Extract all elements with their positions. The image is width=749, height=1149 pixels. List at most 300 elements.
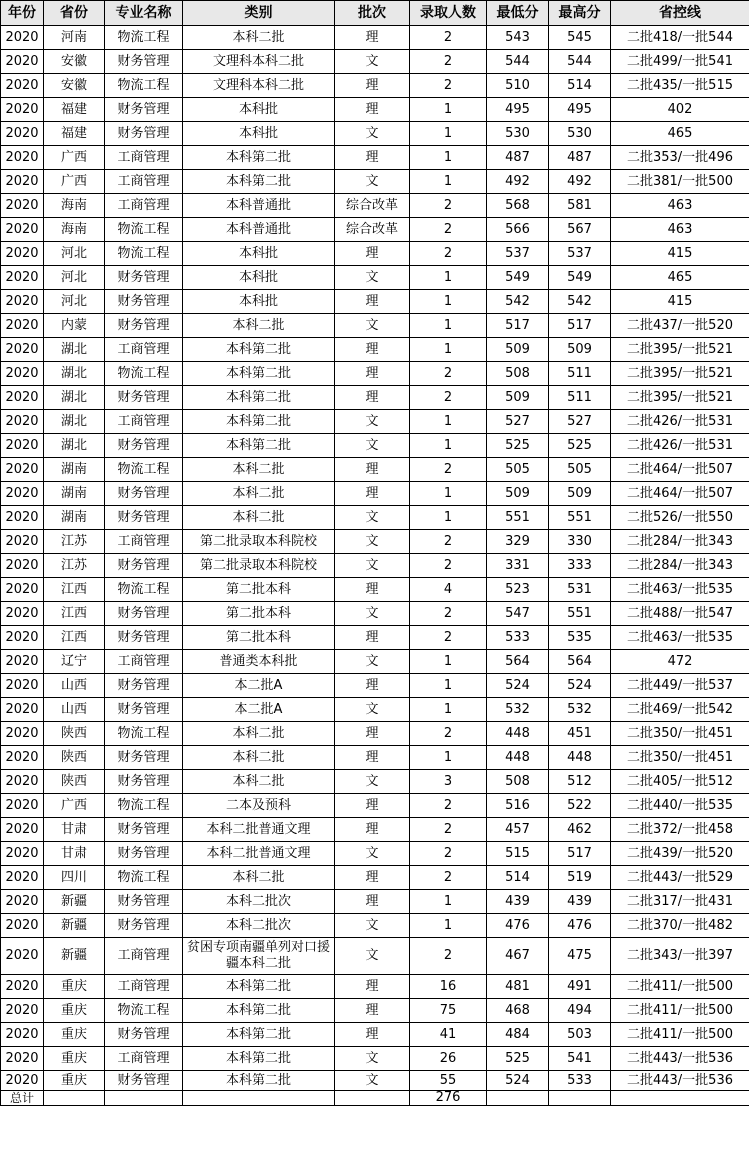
cell-min-score: 495 <box>487 98 549 122</box>
cell-admitted-count: 2 <box>410 842 487 866</box>
table-row <box>1 818 749 842</box>
cell-category: 本科批 <box>183 242 335 266</box>
table-row <box>1 410 749 434</box>
cell-admitted-count: 2 <box>410 74 487 98</box>
cell-admitted-count: 2 <box>410 938 487 975</box>
cell-min-score: 549 <box>487 266 549 290</box>
cell-major: 财务管理 <box>105 602 183 626</box>
total-cell-empty <box>549 1091 611 1106</box>
cell-batch: 理 <box>335 746 410 770</box>
cell-year: 2020 <box>1 890 44 914</box>
cell-batch: 理 <box>335 975 410 999</box>
cell-major: 工商管理 <box>105 194 183 218</box>
header-province: 省份 <box>44 1 105 26</box>
table-row <box>1 999 749 1023</box>
cell-control-line: 二批469/一批542 <box>611 698 749 722</box>
cell-min-score: 523 <box>487 578 549 602</box>
cell-category: 本科二批 <box>183 746 335 770</box>
cell-max-score: 476 <box>549 914 611 938</box>
cell-control-line: 二批395/一批521 <box>611 338 749 362</box>
cell-year: 2020 <box>1 386 44 410</box>
cell-province: 江苏 <box>44 530 105 554</box>
cell-min-score: 508 <box>487 770 549 794</box>
cell-major: 财务管理 <box>105 626 183 650</box>
cell-category: 本科二批 <box>183 722 335 746</box>
cell-province: 江西 <box>44 602 105 626</box>
cell-year: 2020 <box>1 290 44 314</box>
cell-max-score: 495 <box>549 98 611 122</box>
cell-control-line: 二批437/一批520 <box>611 314 749 338</box>
cell-min-score: 516 <box>487 794 549 818</box>
cell-admitted-count: 2 <box>410 218 487 242</box>
cell-major: 工商管理 <box>105 530 183 554</box>
cell-major: 财务管理 <box>105 98 183 122</box>
cell-category: 本科第二批 <box>183 1023 335 1047</box>
cell-min-score: 524 <box>487 674 549 698</box>
cell-year: 2020 <box>1 242 44 266</box>
cell-admitted-count: 1 <box>410 410 487 434</box>
cell-year: 2020 <box>1 50 44 74</box>
cell-min-score: 527 <box>487 410 549 434</box>
total-count: 276 <box>410 1091 487 1106</box>
cell-category: 第二批本科 <box>183 626 335 650</box>
cell-category: 本科第二批 <box>183 1047 335 1071</box>
cell-province: 重庆 <box>44 1023 105 1047</box>
cell-major: 工商管理 <box>105 1047 183 1071</box>
cell-max-score: 564 <box>549 650 611 674</box>
cell-province: 内蒙 <box>44 314 105 338</box>
cell-batch: 理 <box>335 626 410 650</box>
cell-category: 文理科本科二批 <box>183 50 335 74</box>
cell-min-score: 533 <box>487 626 549 650</box>
cell-province: 广西 <box>44 794 105 818</box>
cell-control-line: 二批439/一批520 <box>611 842 749 866</box>
cell-major: 工商管理 <box>105 146 183 170</box>
cell-max-score: 475 <box>549 938 611 975</box>
cell-control-line: 二批463/一批535 <box>611 626 749 650</box>
cell-major: 物流工程 <box>105 218 183 242</box>
cell-batch: 文 <box>335 266 410 290</box>
table-row <box>1 770 749 794</box>
total-cell-empty <box>611 1091 749 1106</box>
cell-major: 物流工程 <box>105 866 183 890</box>
cell-max-score: 509 <box>549 338 611 362</box>
cell-category: 本科批 <box>183 98 335 122</box>
cell-max-score: 544 <box>549 50 611 74</box>
cell-batch: 理 <box>335 722 410 746</box>
cell-batch: 文 <box>335 50 410 74</box>
table-row <box>1 458 749 482</box>
cell-province: 湖北 <box>44 410 105 434</box>
cell-admitted-count: 75 <box>410 999 487 1023</box>
cell-major: 财务管理 <box>105 770 183 794</box>
cell-year: 2020 <box>1 818 44 842</box>
cell-batch: 文 <box>335 1047 410 1071</box>
cell-admitted-count: 1 <box>410 746 487 770</box>
table-row <box>1 842 749 866</box>
table-row <box>1 482 749 506</box>
cell-max-score: 545 <box>549 26 611 50</box>
cell-min-score: 544 <box>487 50 549 74</box>
cell-category: 本科二批普通文理 <box>183 818 335 842</box>
cell-control-line: 二批435/一批515 <box>611 74 749 98</box>
cell-year: 2020 <box>1 999 44 1023</box>
cell-province: 江西 <box>44 578 105 602</box>
cell-batch: 理 <box>335 578 410 602</box>
table-row <box>1 975 749 999</box>
cell-year: 2020 <box>1 1071 44 1091</box>
total-cell-empty <box>44 1091 105 1106</box>
cell-major: 财务管理 <box>105 914 183 938</box>
cell-province: 甘肃 <box>44 818 105 842</box>
cell-min-score: 514 <box>487 866 549 890</box>
cell-control-line: 二批488/一批547 <box>611 602 749 626</box>
cell-province: 河南 <box>44 26 105 50</box>
cell-control-line: 402 <box>611 98 749 122</box>
cell-category: 本科二批 <box>183 26 335 50</box>
header-row <box>1 1 749 26</box>
cell-major: 财务管理 <box>105 314 183 338</box>
cell-min-score: 509 <box>487 338 549 362</box>
cell-category: 普通类本科批 <box>183 650 335 674</box>
cell-control-line: 二批343/一批397 <box>611 938 749 975</box>
cell-admitted-count: 2 <box>410 722 487 746</box>
cell-year: 2020 <box>1 362 44 386</box>
cell-control-line: 二批526/一批550 <box>611 506 749 530</box>
cell-year: 2020 <box>1 218 44 242</box>
cell-max-score: 581 <box>549 194 611 218</box>
cell-min-score: 509 <box>487 386 549 410</box>
cell-min-score: 509 <box>487 482 549 506</box>
cell-control-line: 二批395/一批521 <box>611 386 749 410</box>
table-row <box>1 290 749 314</box>
cell-control-line: 二批381/一批500 <box>611 170 749 194</box>
cell-major: 物流工程 <box>105 999 183 1023</box>
cell-admitted-count: 1 <box>410 914 487 938</box>
cell-max-score: 535 <box>549 626 611 650</box>
table-row <box>1 866 749 890</box>
cell-max-score: 542 <box>549 290 611 314</box>
cell-min-score: 532 <box>487 698 549 722</box>
cell-min-score: 542 <box>487 290 549 314</box>
cell-min-score: 448 <box>487 722 549 746</box>
table-body <box>1 26 749 1091</box>
cell-year: 2020 <box>1 866 44 890</box>
cell-batch: 理 <box>335 26 410 50</box>
cell-province: 安徽 <box>44 50 105 74</box>
cell-control-line: 二批464/一批507 <box>611 458 749 482</box>
cell-max-score: 451 <box>549 722 611 746</box>
cell-max-score: 527 <box>549 410 611 434</box>
cell-year: 2020 <box>1 1047 44 1071</box>
table-row <box>1 386 749 410</box>
cell-control-line: 二批426/一批531 <box>611 434 749 458</box>
cell-category: 本科二批 <box>183 314 335 338</box>
cell-major: 工商管理 <box>105 650 183 674</box>
cell-control-line: 472 <box>611 650 749 674</box>
cell-batch: 文 <box>335 842 410 866</box>
header-category: 类别 <box>183 1 335 26</box>
cell-province: 河北 <box>44 290 105 314</box>
cell-control-line: 二批372/一批458 <box>611 818 749 842</box>
cell-province: 山西 <box>44 674 105 698</box>
cell-category: 本科二批普通文理 <box>183 842 335 866</box>
cell-max-score: 448 <box>549 746 611 770</box>
cell-max-score: 530 <box>549 122 611 146</box>
cell-max-score: 503 <box>549 1023 611 1047</box>
table-row <box>1 1071 749 1091</box>
table-row <box>1 578 749 602</box>
cell-province: 陕西 <box>44 746 105 770</box>
cell-major: 财务管理 <box>105 506 183 530</box>
cell-category: 本科二批 <box>183 866 335 890</box>
cell-major: 物流工程 <box>105 458 183 482</box>
cell-admitted-count: 1 <box>410 146 487 170</box>
cell-max-score: 330 <box>549 530 611 554</box>
cell-admitted-count: 1 <box>410 314 487 338</box>
cell-admitted-count: 2 <box>410 26 487 50</box>
cell-category: 本科第二批 <box>183 1071 335 1091</box>
cell-min-score: 505 <box>487 458 549 482</box>
cell-category: 二本及预科 <box>183 794 335 818</box>
cell-max-score: 517 <box>549 314 611 338</box>
table-row <box>1 242 749 266</box>
cell-major: 工商管理 <box>105 938 183 975</box>
cell-min-score: 492 <box>487 170 549 194</box>
cell-control-line: 二批317/一批431 <box>611 890 749 914</box>
table-row <box>1 674 749 698</box>
cell-category: 本科二批 <box>183 506 335 530</box>
table-row <box>1 746 749 770</box>
cell-batch: 文 <box>335 506 410 530</box>
cell-batch: 理 <box>335 866 410 890</box>
cell-category: 贫困专项南疆单列对口援疆本科二批 <box>183 938 335 975</box>
cell-max-score: 509 <box>549 482 611 506</box>
cell-admitted-count: 16 <box>410 975 487 999</box>
cell-category: 第二批本科 <box>183 578 335 602</box>
cell-batch: 理 <box>335 74 410 98</box>
cell-major: 财务管理 <box>105 266 183 290</box>
cell-admitted-count: 2 <box>410 530 487 554</box>
cell-province: 安徽 <box>44 74 105 98</box>
cell-batch: 理 <box>335 818 410 842</box>
cell-major: 工商管理 <box>105 170 183 194</box>
cell-max-score: 567 <box>549 218 611 242</box>
cell-admitted-count: 1 <box>410 506 487 530</box>
cell-major: 财务管理 <box>105 554 183 578</box>
cell-control-line: 463 <box>611 218 749 242</box>
cell-admitted-count: 26 <box>410 1047 487 1071</box>
cell-category: 本科二批 <box>183 458 335 482</box>
cell-min-score: 530 <box>487 122 549 146</box>
cell-control-line: 二批443/一批536 <box>611 1071 749 1091</box>
cell-category: 本二批A <box>183 674 335 698</box>
cell-min-score: 448 <box>487 746 549 770</box>
cell-category: 本科第二批 <box>183 362 335 386</box>
cell-category: 本科二批次 <box>183 890 335 914</box>
cell-batch: 文 <box>335 938 410 975</box>
cell-year: 2020 <box>1 938 44 975</box>
cell-admitted-count: 2 <box>410 818 487 842</box>
table-row <box>1 1047 749 1071</box>
cell-control-line: 二批284/一批343 <box>611 554 749 578</box>
header-admitted-count: 录取人数 <box>410 1 487 26</box>
header-batch: 批次 <box>335 1 410 26</box>
header-year: 年份 <box>1 1 44 26</box>
cell-min-score: 547 <box>487 602 549 626</box>
table-row <box>1 602 749 626</box>
cell-admitted-count: 1 <box>410 98 487 122</box>
cell-control-line: 二批464/一批507 <box>611 482 749 506</box>
table-row <box>1 794 749 818</box>
cell-admitted-count: 2 <box>410 626 487 650</box>
table-row <box>1 938 749 975</box>
cell-batch: 文 <box>335 122 410 146</box>
cell-min-score: 517 <box>487 314 549 338</box>
table-row <box>1 554 749 578</box>
cell-major: 财务管理 <box>105 674 183 698</box>
cell-max-score: 533 <box>549 1071 611 1091</box>
cell-min-score: 329 <box>487 530 549 554</box>
cell-year: 2020 <box>1 842 44 866</box>
cell-major: 物流工程 <box>105 242 183 266</box>
cell-province: 海南 <box>44 218 105 242</box>
table-row <box>1 506 749 530</box>
cell-control-line: 二批350/一批451 <box>611 722 749 746</box>
cell-province: 陕西 <box>44 770 105 794</box>
cell-batch: 理 <box>335 98 410 122</box>
total-cell-empty <box>335 1091 410 1106</box>
cell-admitted-count: 1 <box>410 434 487 458</box>
cell-year: 2020 <box>1 602 44 626</box>
cell-category: 文理科本科二批 <box>183 74 335 98</box>
cell-admitted-count: 3 <box>410 770 487 794</box>
table-row <box>1 434 749 458</box>
cell-max-score: 333 <box>549 554 611 578</box>
cell-year: 2020 <box>1 434 44 458</box>
cell-province: 河北 <box>44 242 105 266</box>
cell-major: 物流工程 <box>105 74 183 98</box>
cell-min-score: 457 <box>487 818 549 842</box>
cell-admitted-count: 2 <box>410 50 487 74</box>
cell-max-score: 525 <box>549 434 611 458</box>
cell-control-line: 463 <box>611 194 749 218</box>
cell-max-score: 511 <box>549 362 611 386</box>
table-row <box>1 314 749 338</box>
cell-category: 本科批 <box>183 122 335 146</box>
cell-min-score: 543 <box>487 26 549 50</box>
cell-max-score: 505 <box>549 458 611 482</box>
cell-min-score: 525 <box>487 1047 549 1071</box>
cell-max-score: 519 <box>549 866 611 890</box>
cell-batch: 文 <box>335 554 410 578</box>
cell-batch: 理 <box>335 794 410 818</box>
table-row <box>1 890 749 914</box>
cell-year: 2020 <box>1 530 44 554</box>
cell-major: 工商管理 <box>105 338 183 362</box>
cell-category: 第二批本科 <box>183 602 335 626</box>
table-row <box>1 626 749 650</box>
header-control-line: 省控线 <box>611 1 749 26</box>
cell-year: 2020 <box>1 554 44 578</box>
table-row <box>1 338 749 362</box>
cell-year: 2020 <box>1 770 44 794</box>
cell-batch: 理 <box>335 482 410 506</box>
cell-category: 本科普通批 <box>183 218 335 242</box>
header-min-score: 最低分 <box>487 1 549 26</box>
cell-control-line: 二批449/一批537 <box>611 674 749 698</box>
cell-admitted-count: 1 <box>410 290 487 314</box>
cell-control-line: 二批370/一批482 <box>611 914 749 938</box>
cell-batch: 文 <box>335 314 410 338</box>
cell-year: 2020 <box>1 482 44 506</box>
cell-major: 财务管理 <box>105 386 183 410</box>
cell-admitted-count: 1 <box>410 338 487 362</box>
cell-province: 重庆 <box>44 999 105 1023</box>
cell-year: 2020 <box>1 914 44 938</box>
cell-major: 工商管理 <box>105 410 183 434</box>
table-row <box>1 74 749 98</box>
cell-admitted-count: 2 <box>410 866 487 890</box>
cell-max-score: 549 <box>549 266 611 290</box>
cell-major: 财务管理 <box>105 1071 183 1091</box>
cell-control-line: 465 <box>611 122 749 146</box>
cell-category: 本科第二批 <box>183 975 335 999</box>
cell-year: 2020 <box>1 458 44 482</box>
cell-batch: 理 <box>335 338 410 362</box>
cell-year: 2020 <box>1 578 44 602</box>
cell-min-score: 508 <box>487 362 549 386</box>
cell-year: 2020 <box>1 74 44 98</box>
cell-batch: 理 <box>335 999 410 1023</box>
cell-batch: 理 <box>335 890 410 914</box>
cell-admitted-count: 4 <box>410 578 487 602</box>
cell-admitted-count: 2 <box>410 554 487 578</box>
cell-year: 2020 <box>1 146 44 170</box>
cell-year: 2020 <box>1 410 44 434</box>
cell-major: 财务管理 <box>105 818 183 842</box>
cell-min-score: 467 <box>487 938 549 975</box>
cell-province: 新疆 <box>44 914 105 938</box>
cell-category: 本科普通批 <box>183 194 335 218</box>
cell-min-score: 468 <box>487 999 549 1023</box>
header-major: 专业名称 <box>105 1 183 26</box>
cell-year: 2020 <box>1 674 44 698</box>
cell-province: 新疆 <box>44 938 105 975</box>
cell-year: 2020 <box>1 338 44 362</box>
cell-year: 2020 <box>1 170 44 194</box>
cell-min-score: 439 <box>487 890 549 914</box>
cell-control-line: 二批443/一批536 <box>611 1047 749 1071</box>
cell-category: 本科第二批 <box>183 386 335 410</box>
cell-admitted-count: 2 <box>410 386 487 410</box>
cell-min-score: 524 <box>487 1071 549 1091</box>
cell-admitted-count: 2 <box>410 602 487 626</box>
cell-category: 本科二批次 <box>183 914 335 938</box>
cell-major: 财务管理 <box>105 698 183 722</box>
cell-major: 财务管理 <box>105 122 183 146</box>
cell-year: 2020 <box>1 266 44 290</box>
cell-province: 新疆 <box>44 890 105 914</box>
cell-year: 2020 <box>1 98 44 122</box>
header-max-score: 最高分 <box>549 1 611 26</box>
cell-province: 辽宁 <box>44 650 105 674</box>
cell-batch: 文 <box>335 650 410 674</box>
cell-max-score: 462 <box>549 818 611 842</box>
cell-province: 河北 <box>44 266 105 290</box>
cell-category: 本科第二批 <box>183 338 335 362</box>
cell-max-score: 524 <box>549 674 611 698</box>
